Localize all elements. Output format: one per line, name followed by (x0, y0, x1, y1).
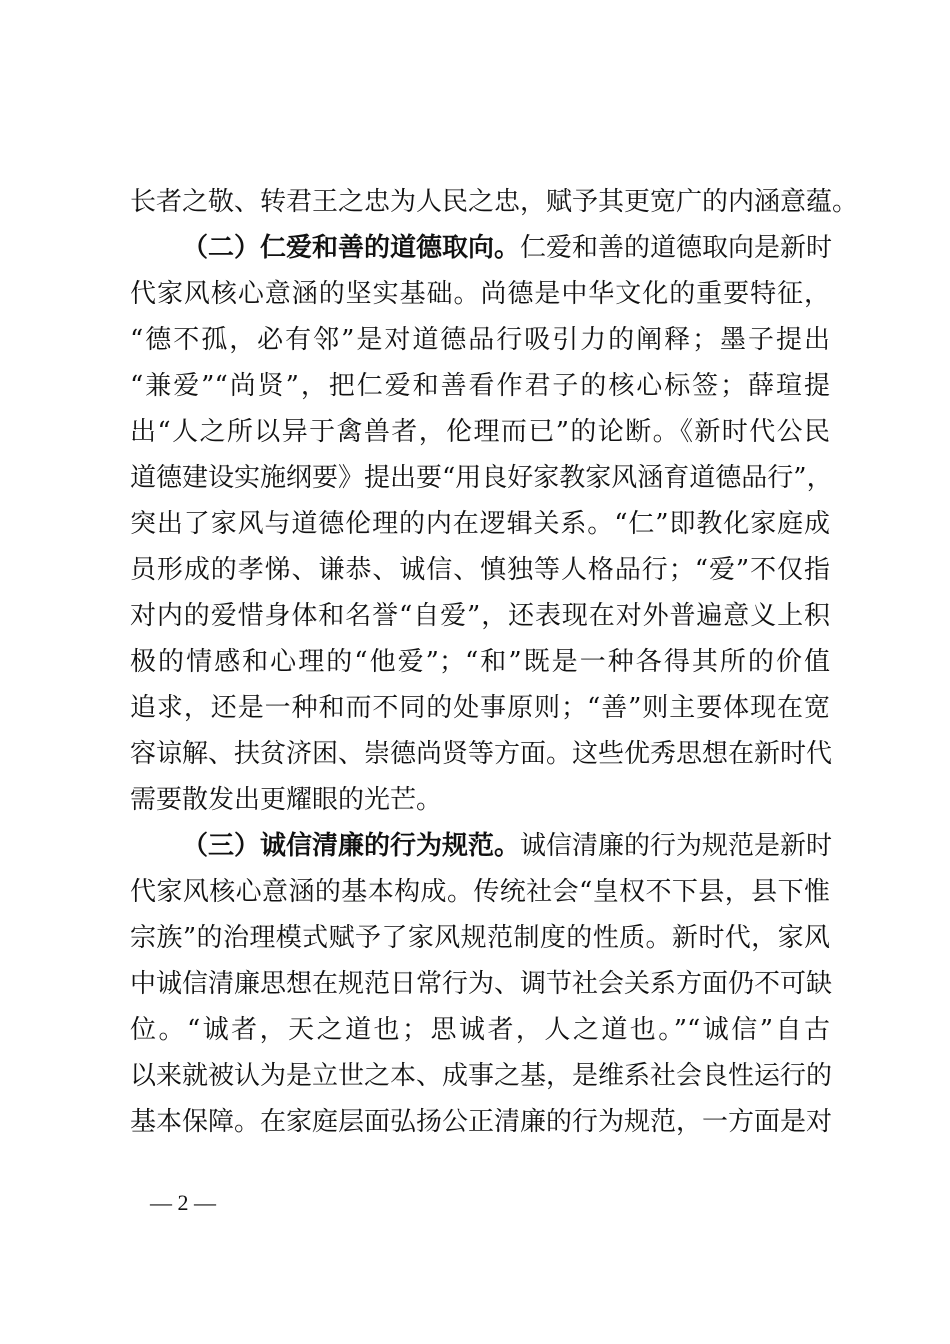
text-line: 容谅解、扶贫济困、崇德尚贤等方面。这些优秀思想在新时代 (130, 739, 833, 769)
text-line: 代家风核心意涵的基本构成。传统社会“皇权不下县，县下惟 (130, 877, 830, 907)
text-line: 需要散发出更耀眼的光芒。 (130, 785, 443, 815)
text-line: 长者之敬、转君王之忠为人民之忠，赋予其更宽广的内涵意蕴。 (130, 187, 859, 217)
section-heading: （二）仁爱和善的道德取向。 (182, 233, 521, 263)
text-line: 对内的爱惜身体和名誉“自爱”，还表现在对外普遍意义上积 (130, 601, 830, 631)
text-line: 宗族”的治理模式赋予了家风规范制度的性质。新时代，家风 (130, 923, 830, 953)
section-heading: （三）诚信清廉的行为规范。 (182, 831, 521, 861)
text-line: 突出了家风与道德伦理的内在逻辑关系。“仁”即教化家庭成 (130, 509, 830, 539)
text-line: 以来就被认为是立世之本、成事之基，是维系社会良性运行的 (130, 1061, 833, 1091)
section-heading-line: （三）诚信清廉的行为规范。诚信清廉的行为规范是新时 (182, 831, 833, 861)
text-line: 代家风核心意涵的坚实基础。尚德是中华文化的重要特征， (130, 279, 830, 309)
text-line: “兼爱”“尚贤”，把仁爱和善看作君子的核心标签；薛瑄提 (130, 371, 830, 401)
text-line: 极的情感和心理的“他爱”；“和”既是一种各得其所的价值 (130, 647, 830, 677)
text-line: 追求，还是一种和而不同的处事原则；“善”则主要体现在宽 (130, 693, 830, 723)
text-line: 位。“诚者，天之道也；思诚者，人之道也。”“诚信”自古 (130, 1015, 830, 1045)
text-line: 基本保障。在家庭层面弘扬公正清廉的行为规范，一方面是对 (130, 1107, 833, 1137)
text-line: 出“人之所以异于禽兽者，伦理而已”的论断。《新时代公民 (130, 417, 830, 447)
page-number: — 2 — (150, 1190, 216, 1215)
section-heading-line: （二）仁爱和善的道德取向。仁爱和善的道德取向是新时 (182, 233, 833, 263)
text-line: “德不孤，必有邻”是对道德品行吸引力的阐释；墨子提出 (130, 325, 830, 355)
text-line: 员形成的孝悌、谦恭、诚信、慎独等人格品行；“爱”不仅指 (130, 555, 830, 585)
text-line: 中诚信清廉思想在规范日常行为、调节社会关系方面仍不可缺 (130, 969, 833, 999)
text-line: 道德建设实施纲要》提出要“用良好家教家风涵育道德品行”， (130, 463, 833, 493)
